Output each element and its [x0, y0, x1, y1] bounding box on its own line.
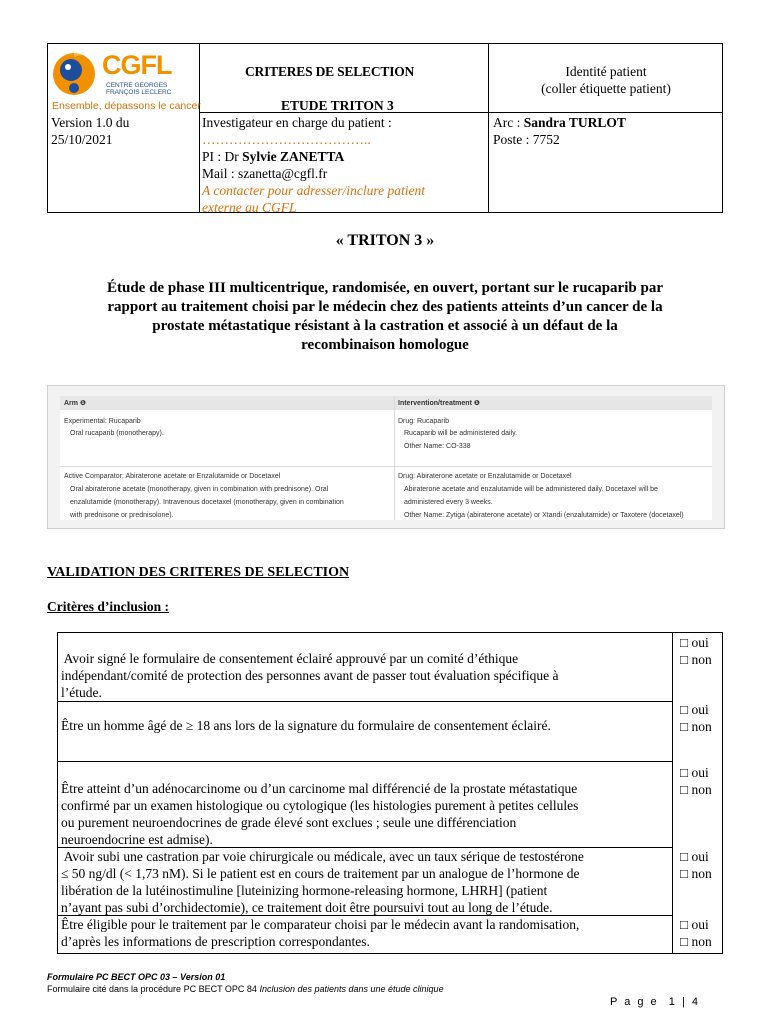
header-divider-1 — [199, 44, 200, 212]
page-title: « TRITON 3 » — [335, 232, 435, 249]
criterion-line: Avoir signé le formulaire de consentement éclairé approuvé par un comité d’éthique — [61, 651, 519, 666]
footer-procedure-title: Inclusion des patients dans une étude clinique — [259, 984, 444, 994]
pi-mail: Mail : szanetta@cgfl.fr — [202, 166, 328, 181]
arc-poste: Poste : 7752 — [493, 132, 560, 147]
arm2-title: Active Comparator: Abiraterone acetate or Enzalutamide or Docetaxel — [64, 473, 281, 480]
criterion-4-options — [680, 848, 712, 882]
intervention1-other: Other Name: CO-338 — [404, 443, 471, 450]
criterion-line: ≤ 50 ng/dl (< 1,73 nM). Si le patient est en cours de traitement par un analogue de l’hormone de — [61, 866, 580, 881]
subtitle-line: recombinaison homologue — [301, 337, 469, 353]
subtitle-line: prostate métastatique résistant à la castration et associé à un défaut de la — [152, 318, 618, 334]
criterion-line: n’ayant pas subi d’orchidectomie), ce traitement doit être poursuivi tout au long de l’étude. — [61, 900, 553, 915]
footer-form-id: Formulaire PC BECT OPC 03 – Version 01 — [47, 972, 226, 982]
criterion-4-yes-checkbox[interactable]: □ oui — [680, 849, 709, 864]
criterion-line: Avoir subi une castration par voie chirurgicale ou médicale, avec un taux sérique de testostérone — [61, 849, 584, 864]
subtitle-line: Étude de phase III multicentrique, randomisée, en ouvert, portant sur le rucaparib par — [107, 280, 663, 296]
arm2-desc-line: with prednisone or prednisolone). — [70, 512, 174, 519]
criterion-3-options — [680, 764, 712, 798]
patient-id-hint: (coller étiquette patient) — [541, 81, 671, 96]
study-title: ETUDE TRITON 3 — [281, 98, 394, 113]
logo-line1: CENTRE GEORGES — [106, 82, 168, 89]
pi-line — [202, 148, 344, 165]
criterion-5-yes-checkbox[interactable]: □ oui — [680, 917, 709, 932]
intervention1-desc: Rucaparib will be administered daily. — [404, 430, 518, 437]
intervention1-drug: Drug: Rucaparib — [398, 418, 449, 425]
header-row-divider — [199, 112, 722, 113]
intervention2-desc-line: Abiraterone acetate and enzalutamide will be administered daily. Docetaxel will be — [404, 486, 658, 493]
validation-heading: VALIDATION DES CRITERES DE SELECTION — [47, 565, 350, 580]
criterion-5 — [61, 916, 669, 950]
trial-arms-table — [47, 385, 725, 529]
criterion-line: indépendant/comité de protection des personnes avant de passer tout évaluation spécifique à — [61, 668, 559, 683]
criterion-4-no-checkbox[interactable]: □ non — [680, 866, 712, 881]
criterion-line: Être atteint d’un adénocarcinome ou d’un carcinome mal différencié de la prostate métastatique — [61, 781, 578, 796]
criterion-4 — [61, 848, 669, 916]
investigator-dots: ……………………………….. — [202, 132, 371, 147]
arm2-desc-line: enzalutamide (monotherapy). Intravenous docetaxel (monotherapy, given in combination — [70, 499, 344, 506]
intervention2-other: Other Name: Zytiga (abiraterone acetate) or Xtandi (enzalutamide) or Taxotere (docetaxel) — [404, 512, 684, 519]
criterion-line: ou purement neuroendocrines de grade élevé sont exclues ; seule une différenciation — [61, 815, 517, 830]
criterion-3 — [61, 780, 669, 848]
trial-col-divider — [394, 396, 395, 520]
version-line1: Version 1.0 du — [51, 115, 130, 130]
inclusion-heading: Critères d’inclusion : — [47, 599, 169, 614]
version-date: 25/10/2021 — [51, 132, 113, 147]
criterion-5-no-checkbox[interactable]: □ non — [680, 934, 712, 949]
logo-brand: CGFL — [102, 50, 172, 80]
footer-procedure-prefix: Formulaire cité dans la procédure PC BECT OPC 84 — [47, 984, 260, 994]
criterion-3-yes-checkbox[interactable]: □ oui — [680, 765, 709, 780]
arm1 — [64, 417, 164, 439]
criterion-line: confirmé par un examen histologique ou cytologique (les histologies purement à petites cellules — [61, 798, 579, 813]
logo-line2: FRANÇOIS LECLERC — [106, 89, 172, 96]
logo-tagline: Ensemble, dépassons le cancer — [52, 100, 201, 112]
pi-prefix: PI : Dr — [202, 149, 243, 164]
criterion-line: Être éligible pour le traitement par le comparateur choisi par le médecin avant la randomisation, — [61, 917, 580, 932]
subtitle-line: rapport au traitement choisi par le médecin chez des patients atteints d’un cancer de la — [107, 299, 663, 315]
trial-row-divider — [60, 466, 712, 467]
criterion-line: libération de la lutéinostimuline [luteinizing hormone-releasing hormone, LHRH] (patient — [61, 883, 548, 898]
criterion-1-options — [680, 634, 712, 668]
criterion-line: neuroendocrine est admise). — [61, 832, 213, 847]
intervention2-drug: Drug: Abiraterone acetate or Enzalutamide or Docetaxel — [398, 473, 572, 480]
contact-note-line1: A contacter pour adresser/inclure patient — [202, 183, 425, 198]
criterion-3-no-checkbox[interactable]: □ non — [680, 782, 712, 797]
criterion-5-options — [680, 916, 712, 950]
arm-header: Arm ❶ — [64, 400, 86, 407]
criteria-row-divider — [58, 701, 672, 702]
page-number: P a g e 1 | 4 — [610, 996, 700, 1008]
criteria-row-divider — [58, 761, 672, 762]
criterion-1 — [61, 650, 669, 701]
contact-note-line2: externe au CGFL — [202, 200, 297, 215]
criterion-2 — [61, 717, 669, 734]
cgfl-logo — [52, 46, 201, 116]
criterion-2-yes-checkbox[interactable]: □ oui — [680, 702, 709, 717]
intervention2 — [398, 472, 710, 521]
criterion-2-no-checkbox[interactable]: □ non — [680, 719, 712, 734]
footer-procedure — [47, 984, 444, 994]
criterion-1-no-checkbox[interactable]: □ non — [680, 652, 712, 667]
patient-id-label: Identité patient — [565, 64, 647, 79]
criteria-col-divider — [672, 633, 673, 953]
trial-table-inner — [60, 396, 712, 520]
criterion-line: d’après les informations de prescription correspondantes. — [61, 934, 370, 949]
criterion-1-yes-checkbox[interactable]: □ oui — [680, 635, 709, 650]
arm1-title: Experimental: Rucaparib — [64, 418, 141, 425]
pi-name: Sylvie ZANETTA — [242, 149, 345, 164]
arc-prefix: Arc : — [493, 115, 524, 130]
trial-table-header — [60, 396, 712, 410]
header-table — [47, 43, 723, 213]
criterion-2-options — [680, 701, 712, 735]
arc-name: Sandra TURLOT — [523, 115, 626, 130]
study-subtitle — [20, 279, 750, 355]
intervention2-desc-line: administered every 3 weeks. — [404, 499, 493, 506]
intervention1 — [398, 417, 517, 452]
criteria-title: CRITERES DE SELECTION — [245, 64, 415, 79]
arm2-desc-line: Oral abiraterone acetate (monotherapy, given in combination with prednisone). Oral — [70, 486, 329, 493]
criterion-line: l’étude. — [61, 685, 102, 700]
intervention-header: Intervention/treatment ❶ — [398, 400, 480, 407]
arm1-desc: Oral rucaparib (monotherapy). — [70, 430, 164, 437]
arc-line — [493, 114, 626, 131]
criterion-line: Être un homme âgé de ≥ 18 ans lors de la signature du formulaire de consentement éclairé. — [61, 718, 551, 733]
arm2 — [64, 472, 390, 521]
inclusion-criteria-table — [57, 632, 723, 954]
investigator-label: Investigateur en charge du patient : — [202, 115, 392, 130]
